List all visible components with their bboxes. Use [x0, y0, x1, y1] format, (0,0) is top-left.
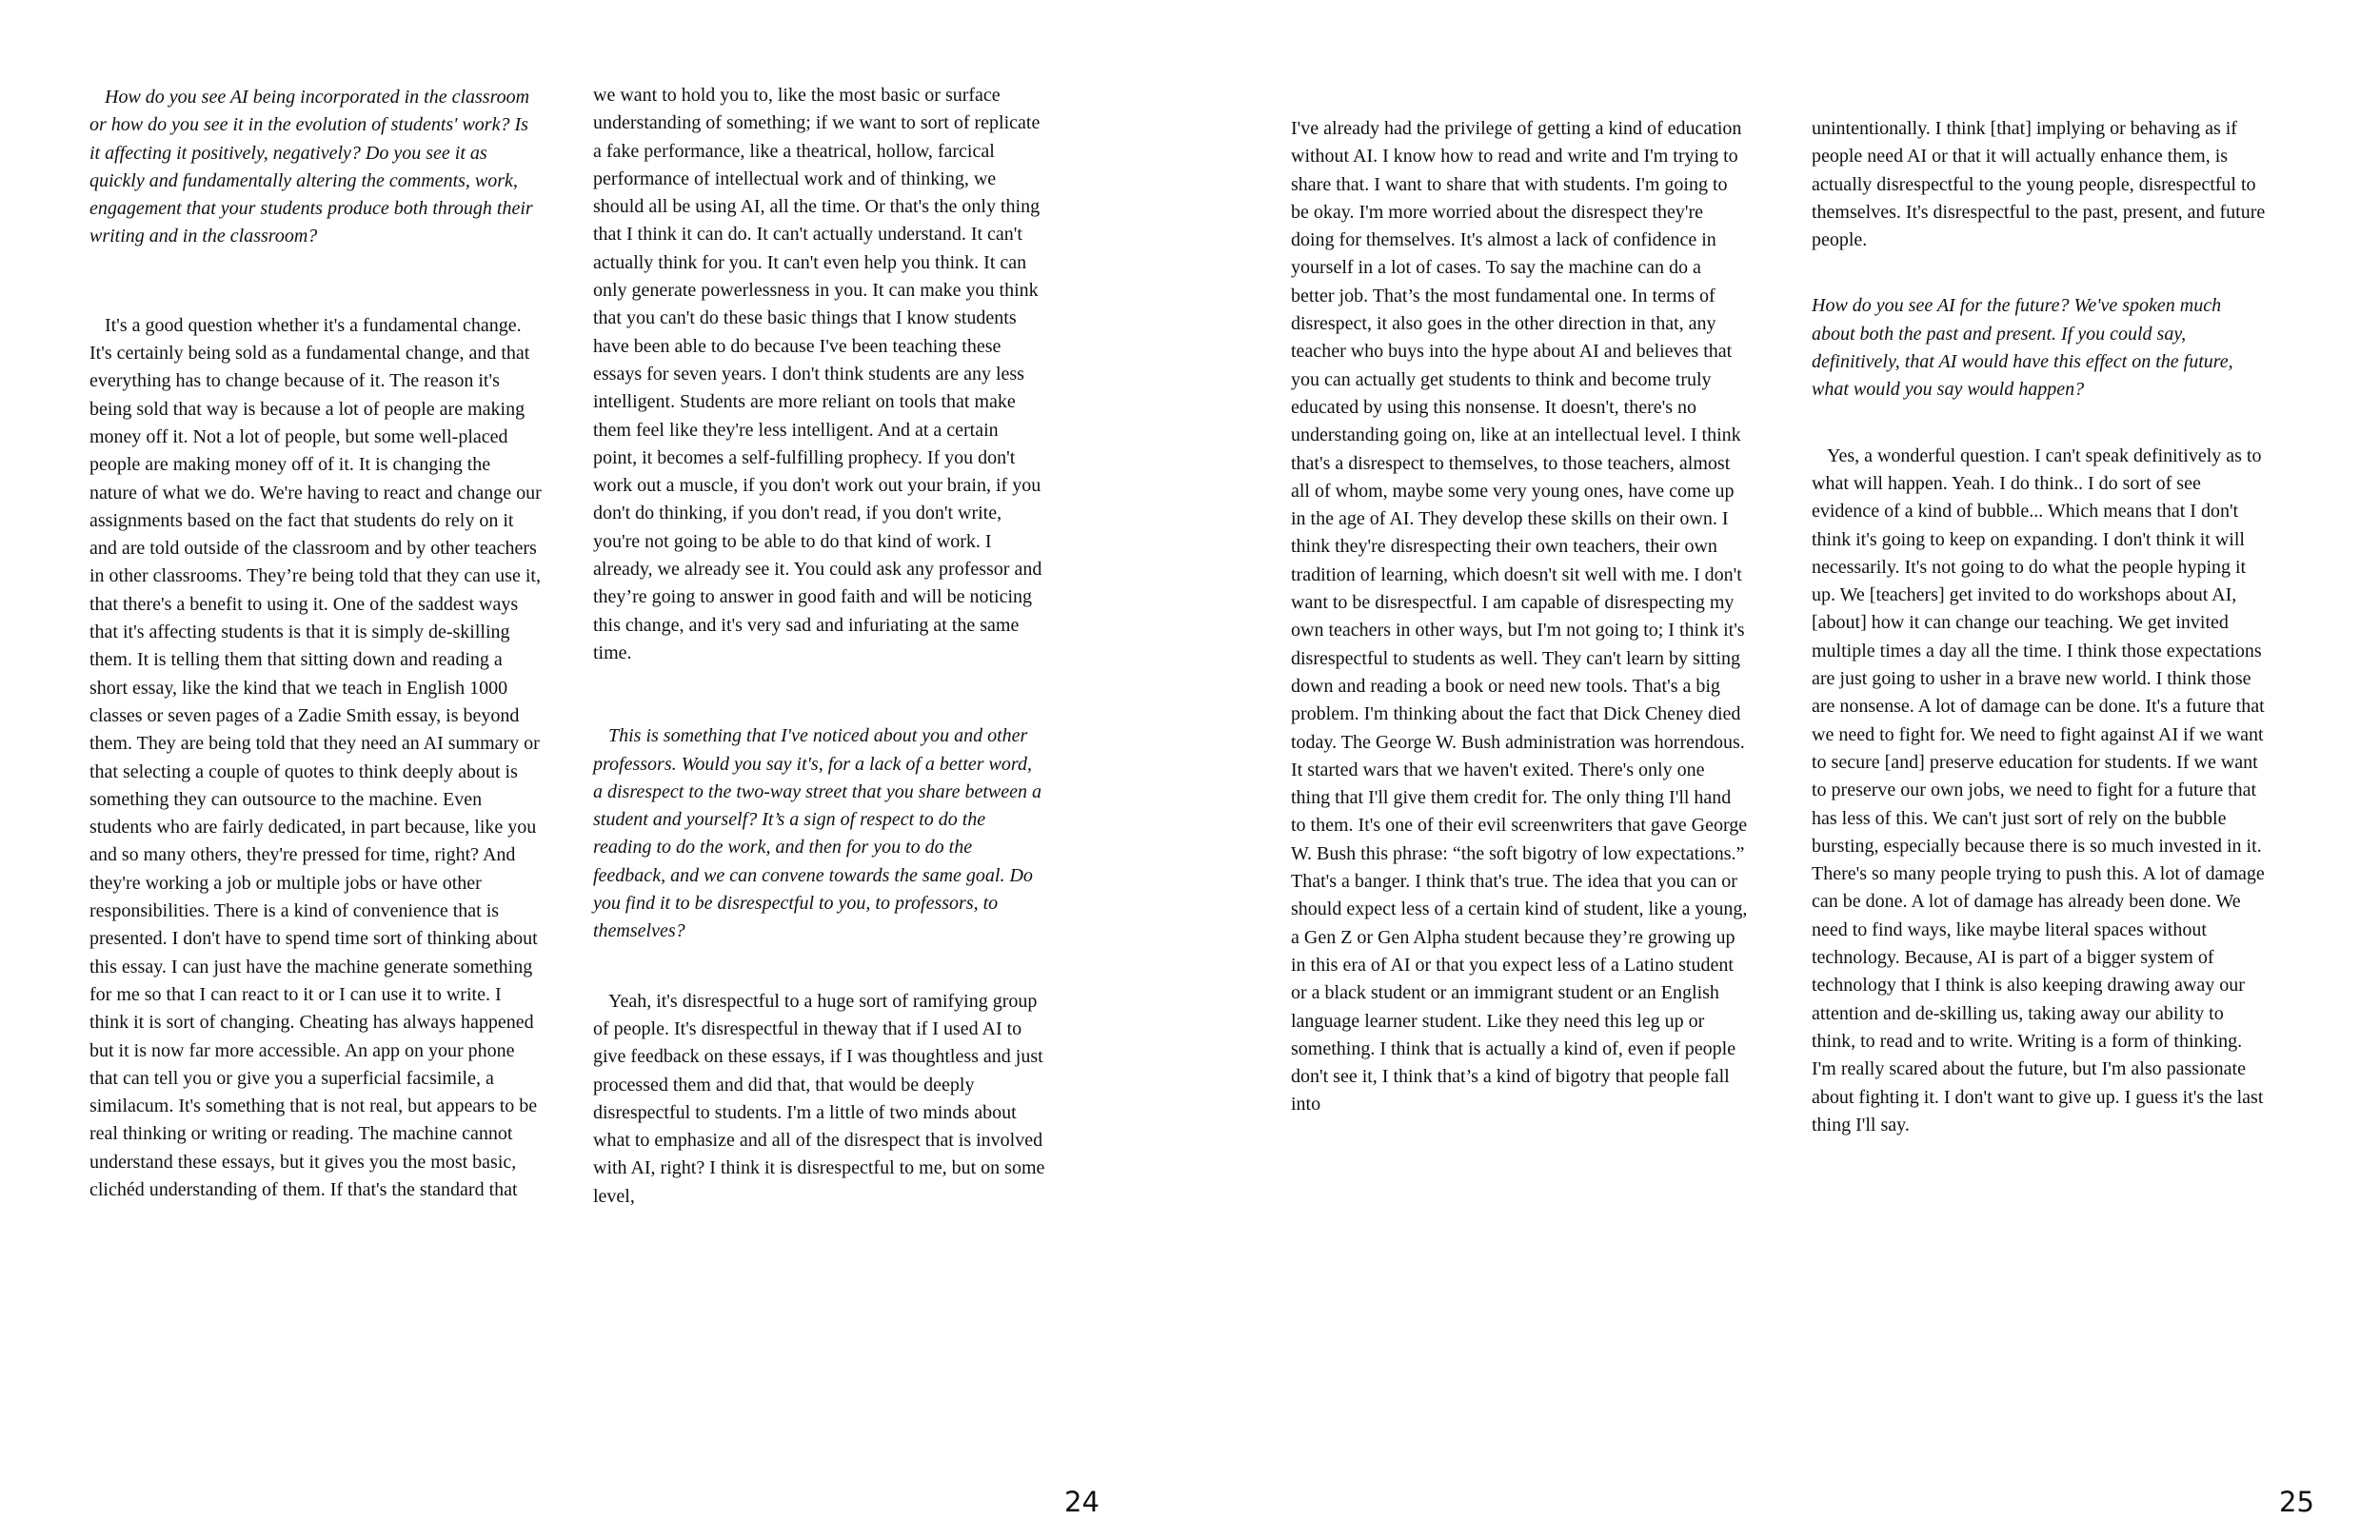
answer-continuation: we want to hold you to, like the most basic or surface understanding of something; if we want to sort of replicate a fake performance, like a theatrical, hollow, farcical performance of intellectual work and of thinking, we should all be using AI, all the time. Or that's the only thing that I think it can do. It can't actually understand. It can't actually think for you. It can't even help you think. It can only generate powerlessness in you. It can make you think that you can't do these basic things that I know students have been able to do because I've been teaching these essays for seven years. I don't think students are any less intelligent. Students are more reliant on tools that make them feel like they're less intelligent. And at a certain point, it becomes a self-fulfilling prophecy. If you don't work out a muscle, if you don't work out your brain, if you don't do thinking, if you don't read, if you don't write, you're not going to be able to do that kind of work. I already, we already see it. You could ask any professor and they’re going to answer in good faith and will be noticing this change, and it's very sad and infuriating at the same time.: [593, 85, 1042, 663]
interview-answer: It's a good question whether it's a fundamental change. It's certainly being sold as a fundamental change, and that everything has to change because of it. The reason it's being sold that way is because a lot of people are making money off it. Not a lot of people, but some well-placed people are making money off of it. It is changing the nature of what we do. We're having to react and change our assignments based on the fact that students do rely on it and are told outside of the classroom and by other teachers in other classrooms. They’re being told that they can use it, that there's a benefit to using it. One of the saddest ways that it's affecting students is that it is simply de-skilling them. It is telling them that sitting down and reading a short essay, like the kind that we teach in English 1000 classes or seven pages of a Zadie Smith essay, is beyond them. They are being told that they need an AI summary or that selecting a couple of quotes to think deeply about is something they can outsource to the machine. Even students who are fairly dedicated, in part because, like you and so many others, they're pressed for time, right? And they're working a job or multiple jobs or have other responsibilities. There is a kind of convenience that is presented. I don't have to spend time sort of thinking about this essay. I can just have the machine generate something for me so that I can react to it or I can use it to write. I think it is sort of changing. Cheating has always happened but it is now far more accessible. An app on your phone that can tell you or give you a superficial facsimile, a similacum. It's something that is not real, but appears to be real thinking or writing or reading. The machine cannot understand these essays, but it gives you the most basic, clichéd understanding of them. If that's the standard that: [89, 314, 542, 1200]
column-4: [1812, 115, 2269, 1139]
interview-question: How do you see AI being incorporated in the classroom or how do you see it in the evolution of students' work? Is it affecting it positively, negatively? Do you see it as quickly and fundamentally altering the comments, work, engagement that your students produce both through their writing and in the classroom?: [89, 87, 533, 247]
interview-answer: Yeah, it's disrespectful to a huge sort of ramifying group of people. It's disrespectful in theway that if I used AI to give feedback on these essays, if I was thoughtless and just processed them and did that, that would be deeply disrespectful to students. I'm a little of two minds about what to emphasize and all of the disrespect that is involved with AI, right? I think it is disrespectful to me, but on some level,: [593, 990, 1045, 1207]
answer-continuation: unintentionally. I think [that] implying or behaving as if people need AI or that it will actually enhance them, is actually disrespectful to the young people, disrespectful to themselves. It's disrespectful to the past, present, and future people.: [1812, 118, 2266, 251]
column-1: [89, 84, 542, 1204]
interview-question: How do you see AI for the future? We've spoken much about both the past and present. If you could say, definitively, that AI would have this effect on the future, what would you say would happen?: [1812, 295, 2233, 401]
page-number-left: 24: [1064, 1486, 1100, 1518]
answer-continuation: I've already had the privilege of getting a kind of education without AI. I know how to read and write and I'm trying to share that. I want to share that with students. I'm going to be okay. I'm more worried about the disrespect they're doing for themselves. It's almost a lack of confidence in yourself in a lot of cases. To say the machine can do a better job. That’s the most fundamental one. In terms of disrespect, it also goes in the other direction in that, any teacher who buys into the hype about AI and believes that you can actually get students to think and become truly educated by using this nonsense. It doesn't, there's no understanding going on, like at an intellectual level. I think that's a disrespect to themselves, to those teachers, almost all of whom, maybe some very young ones, have come up in the age of AI. They develop these skills on their own. I think they're disrespecting their own teachers, their own tradition of learning, which doesn't sit well with me. I don't want to be disrespectful. I am capable of disrespecting my own teachers in other ways, but I'm not going to; I think it's disrespectful to students as well. They can't learn by sitting down and reading a book or need new tools. That's a big problem. I'm thinking about the fact that Dick Cheney died today. The George W. Bush administration was horrendous. It started wars that we haven't exited. There's only one thing that I'll give them credit for. The only thing I'll hand to them. It's one of their evil screenwriters that gave George W. Bush this phrase: “the soft bigotry of low expectations.” That's a banger. I think that's true. The idea that you can or should expect less of a certain kind of student, like a young, a Gen Z or Gen Alpha student because they’re growing up in this era of AI or that you expect less of a Latino student or a black student or an immigrant student or an English language learner student. Like they need this leg up or something. I think that is actually a kind of, even if people don't see it, I think that’s a kind of bigotry that people fall into: [1291, 118, 1748, 1116]
page-number-right: 25: [2279, 1486, 2314, 1518]
column-2: [593, 82, 1045, 1211]
column-3: [1291, 115, 1748, 1119]
interview-answer: Yes, a wonderful question. I can't speak definitively as to what will happen. Yeah. I do think.. I do sort of see evidence of a kind of bubble... Which means that I don't think it's going to keep on expanding. I don't think it will necessarily. It's not going to do what the people hyping it up. We [teachers] get invited to do workshops about AI, [about] how it can change our teaching. We get invited multiple times a day all the time. I think those expectations are just going to usher in a brave new world. I think those are nonsense. A lot of damage can be done. It's a future that we need to fight for. We need to fight against AI if we want to secure [and] preserve education for students. If we want to preserve our own jobs, we need to fight for a future that has less of this. We can't just sort of rely on the bubble bursting, especially because there is so much invested in it. There's so many people trying to push this. A lot of damage can be done. A lot of damage has already been done. We need to find ways, like maybe literal spaces without technology. Because, AI is part of a bigger system of technology that I think is also keeping drawing away our attention and de-skilling us, taking away our ability to think, to read and to write. Writing is a form of thinking. I'm really scared about the future, but I'm also passionate about fighting it. I don't want to give up. I guess it's the last thing I'll say.: [1812, 444, 2265, 1135]
interview-question: This is something that I've noticed about you and other professors. Would you say it's, for a lack of a better word, a disrespect to the two-way street that you share between a student and yourself? It’s a sign of respect to do the reading to do the work, and then for you to do the feedback, and we can convene towards the same goal. Do you find it to be disrespectful to you, to professors, to themselves?: [593, 725, 1042, 942]
